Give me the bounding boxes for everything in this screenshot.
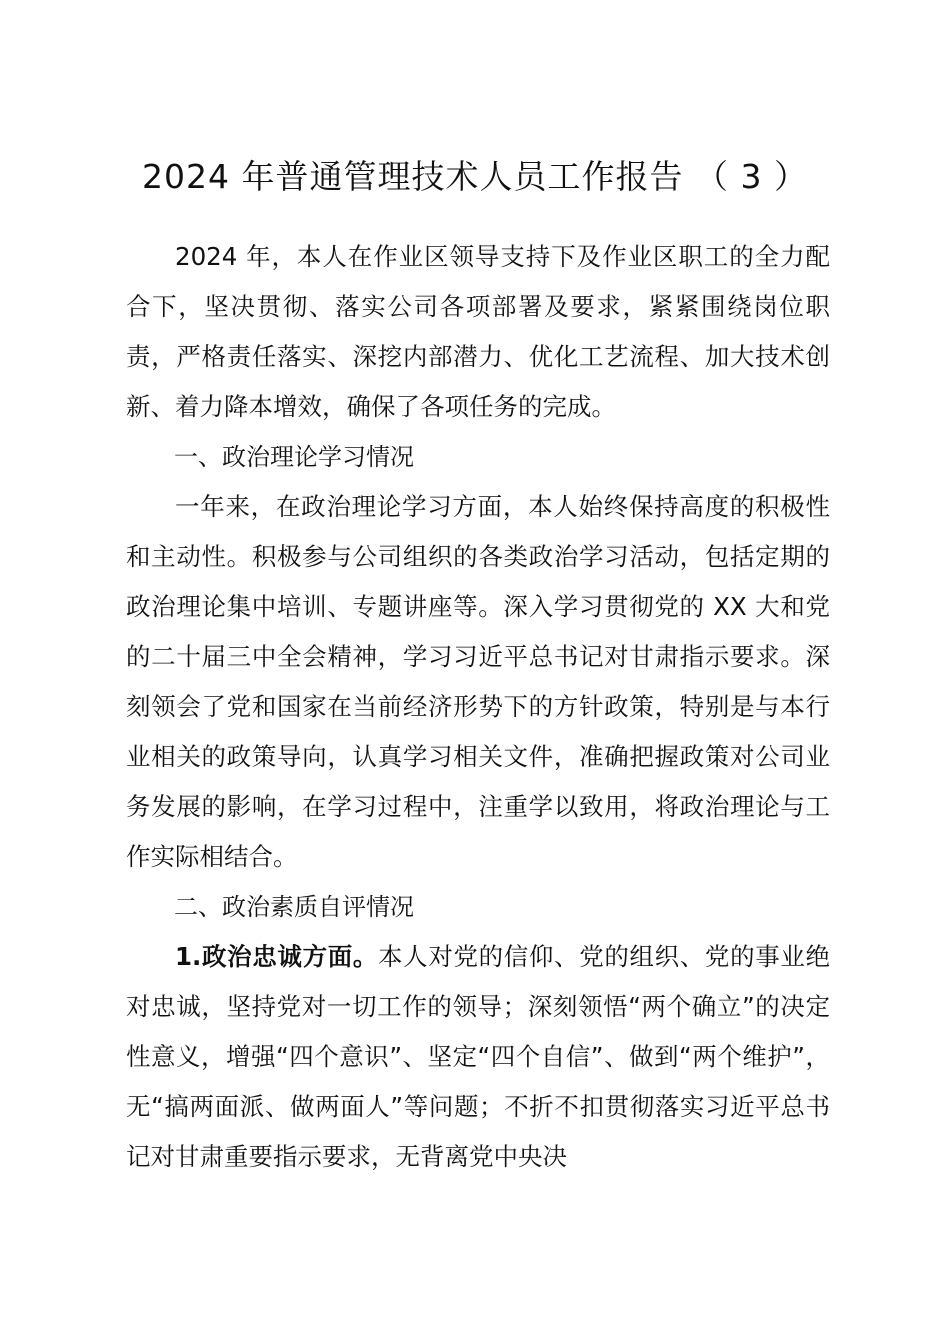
item-1-text: 本人对党的信仰、党的组织、党的事业绝对忠诚，坚持党对一切工作的领导；深刻领悟“两个确立”的决定性意义，增强“四个意识”、坚定“四个自信”、做到“两个维护”，无“搞两面派、做两面人”等问题；不折不扣贯彻落实习近平总书记对甘肃重要指示要求，无背离党中央决 bbox=[126, 942, 831, 1171]
section-1-heading: 一、政治理论学习情况 bbox=[174, 443, 414, 471]
document-body bbox=[126, 232, 830, 1182]
intro-paragraph: 2024 年，本人在作业区领导支持下及作业区职工的全力配合下，坚决贯彻、落实公司各项部署及要求，紧紧围绕岗位职责，严格责任落实、深挖内部潜力、优化工艺流程、加大技术创新、着力降本增效，确保了各项任务的完成。 bbox=[126, 242, 830, 421]
section-2-item-1 bbox=[126, 932, 830, 1182]
section-1-paragraph: 一年来，在政治理论学习方面，本人始终保持高度的积极性和主动性。积极参与公司组织的各类政治学习活动，包括定期的政治理论集中培训、专题讲座等。深入学习贯彻党的 XX 大和党的二十届三中全会精神，学习习近平总书记对甘肃指示要求。深刻领会了党和国家在当前经济形势下的方针政策，特别是与本行业相关的政策导向，认真学习相关文件，准确把握政策对公司业务发展的影响，在学习过程中，注重学以致用，将政治理论与工作实际相结合。 bbox=[126, 492, 830, 871]
section-2-heading: 二、政治素质自评情况 bbox=[174, 893, 414, 921]
document-title: 2024 年普通管理技术人员工作报告 （ 3 ） bbox=[142, 157, 808, 196]
item-1-lead: 1.政治忠诚方面。 bbox=[175, 942, 379, 971]
